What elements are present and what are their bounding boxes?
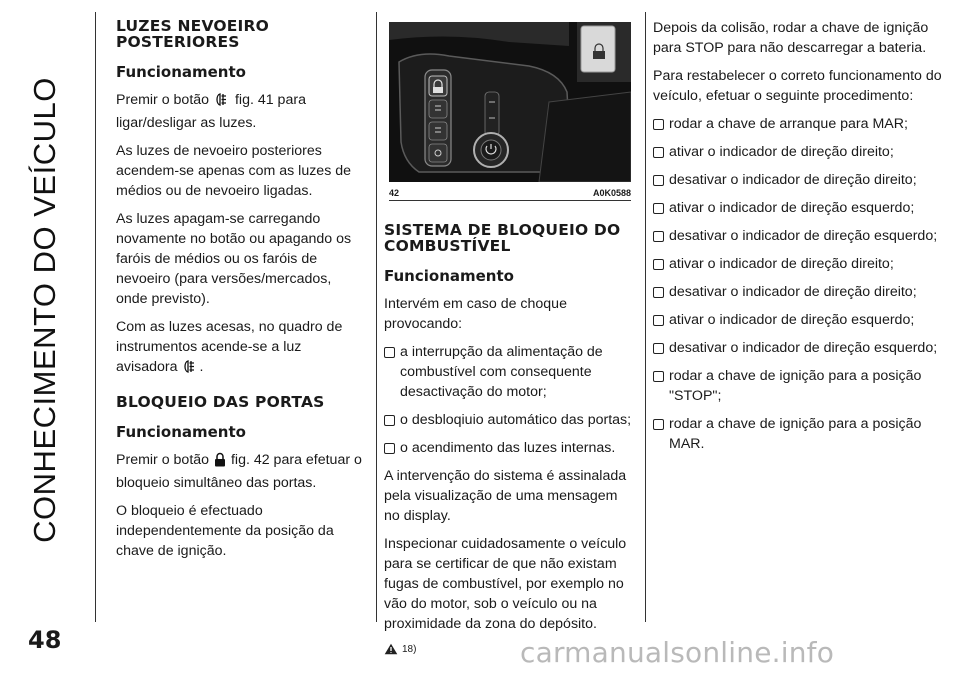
checkbox-bullet-icon (653, 119, 664, 130)
text: fig. 42 para efetuar o bloqueio simultâneo das portas. (116, 452, 362, 491)
text: rodar a chave de arranque para MAR; (669, 116, 908, 132)
text: rodar a chave de ignição para a posição MAR. (669, 416, 922, 452)
subheading-operation: Funcionamento (116, 63, 246, 81)
text: o acendimento das luzes internas. (400, 440, 616, 456)
section-title-text: CONHECIMENTO DO VEÍCULO (27, 77, 62, 543)
text: desativar o indicador de direção esquerdo; (669, 340, 938, 356)
paragraph: Depois da colisão, rodar a chave de ignição para STOP para não descarregar a bateria. (653, 20, 929, 56)
text: Com as luzes acesas, no quadro de instrumentos acende-se a luz avisadora (116, 319, 343, 375)
paragraph: Para restabelecer o correto funcionamento do veículo, efetuar o seguinte procedimento: (653, 68, 942, 104)
heading-door-lock: BLOQUEIO DAS PORTAS (116, 393, 325, 411)
column-3 (653, 18, 953, 462)
column-divider (376, 12, 377, 622)
checkbox-bullet-icon (653, 231, 664, 242)
subheading-operation: Funcionamento (116, 423, 246, 441)
watermark: carmanualsonline.info (520, 636, 835, 669)
checkbox-bullet-icon (653, 259, 664, 270)
list-item (653, 282, 953, 302)
list-item (653, 310, 953, 330)
list-item (653, 254, 953, 274)
list-item (384, 342, 636, 402)
checkbox-bullet-icon (384, 347, 395, 358)
text: desativar o indicador de direção direito; (669, 172, 917, 188)
column-1 (116, 18, 366, 569)
note-number: 18) (402, 643, 417, 655)
list-item (653, 338, 953, 358)
figure-rule (389, 200, 631, 201)
list-item (653, 142, 953, 162)
text: desativar o indicador de direção direito; (669, 284, 917, 300)
list-item (653, 414, 953, 454)
paragraph: As luzes apagam-se carregando novamente no botão ou apagando os faróis de médios ou os faróis de nevoeiro (para versões/mercados, onde previsto). (116, 211, 352, 307)
text: ativar o indicador de direção esquerdo; (669, 200, 915, 216)
checkbox-bullet-icon (653, 203, 664, 214)
list-item (384, 410, 636, 430)
text: a interrupção da alimentação de combustível com consequente desactivação do motor; (400, 344, 603, 400)
checkbox-bullet-icon (653, 175, 664, 186)
page-number: 48 (28, 626, 62, 654)
padlock-icon (214, 452, 226, 473)
paragraph: Inspecionar cuidadosamente o veículo para se certificar de que não existam fugas de combustível, por exemplo no vão do motor, sob o veículo ou na proximidade da zona do depósito. (384, 536, 627, 632)
figure-dashboard-buttons (389, 22, 631, 182)
paragraph: Intervém em caso de choque provocando: (384, 296, 567, 332)
heading-fuel-cutoff: SISTEMA DE BLOQUEIO DO COMBUSTÍVEL (384, 221, 621, 255)
list-item (653, 226, 953, 246)
text: o desbloqiuio automático das portas; (400, 412, 632, 428)
list-item (653, 170, 953, 190)
text: . (199, 359, 204, 375)
heading-rear-fog-lights: LUZES NEVOEIRO POSTERIORES (116, 17, 270, 51)
text: fig. 41 para ligar/desligar as luzes. (116, 92, 306, 131)
checkbox-bullet-icon (653, 371, 664, 382)
list-item (653, 198, 953, 218)
column-divider (645, 12, 646, 622)
paragraph: A intervenção do sistema é assinalada pela visualização de uma mensagem no display. (384, 468, 627, 524)
text: desativar o indicador de direção esquerdo; (669, 228, 938, 244)
subheading-operation: Funcionamento (384, 267, 514, 285)
text: rodar a chave de ignição para a posição "STOP"; (669, 368, 922, 404)
checkbox-bullet-icon (384, 443, 395, 454)
warning-note-ref (384, 643, 416, 655)
side-section-title (10, 10, 80, 610)
text: Premir o botão (116, 92, 210, 108)
list-item (653, 366, 953, 406)
text: ativar o indicador de direção esquerdo; (669, 312, 915, 328)
paragraph (116, 90, 366, 133)
checkbox-bullet-icon (384, 415, 395, 426)
text: ativar o indicador de direção direito; (669, 256, 894, 272)
rear-fog-warning-light-icon (182, 359, 198, 380)
dashboard-illustration (389, 22, 631, 182)
list-item (653, 114, 953, 134)
paragraph: As luzes de nevoeiro posteriores acendem-se apenas com as luzes de médios ou de nevoeiro ligadas. (116, 143, 352, 199)
warning-triangle-icon (384, 643, 398, 655)
rear-fog-light-icon (214, 92, 230, 113)
paragraph (116, 317, 366, 380)
figure-number: 42 (389, 188, 400, 198)
checkbox-bullet-icon (653, 287, 664, 298)
checkbox-bullet-icon (653, 147, 664, 158)
margin-divider (95, 12, 96, 622)
text: ativar o indicador de direção direito; (669, 144, 894, 160)
paragraph (116, 450, 366, 493)
figure-code: A0K0588 (592, 188, 631, 198)
column-2 (384, 222, 636, 660)
text: Premir o botão (116, 452, 210, 468)
checkbox-bullet-icon (653, 315, 664, 326)
paragraph: O bloqueio é efectuado independentemente da posição da chave de ignição. (116, 503, 334, 559)
checkbox-bullet-icon (653, 419, 664, 430)
checkbox-bullet-icon (653, 343, 664, 354)
list-item (384, 438, 636, 458)
